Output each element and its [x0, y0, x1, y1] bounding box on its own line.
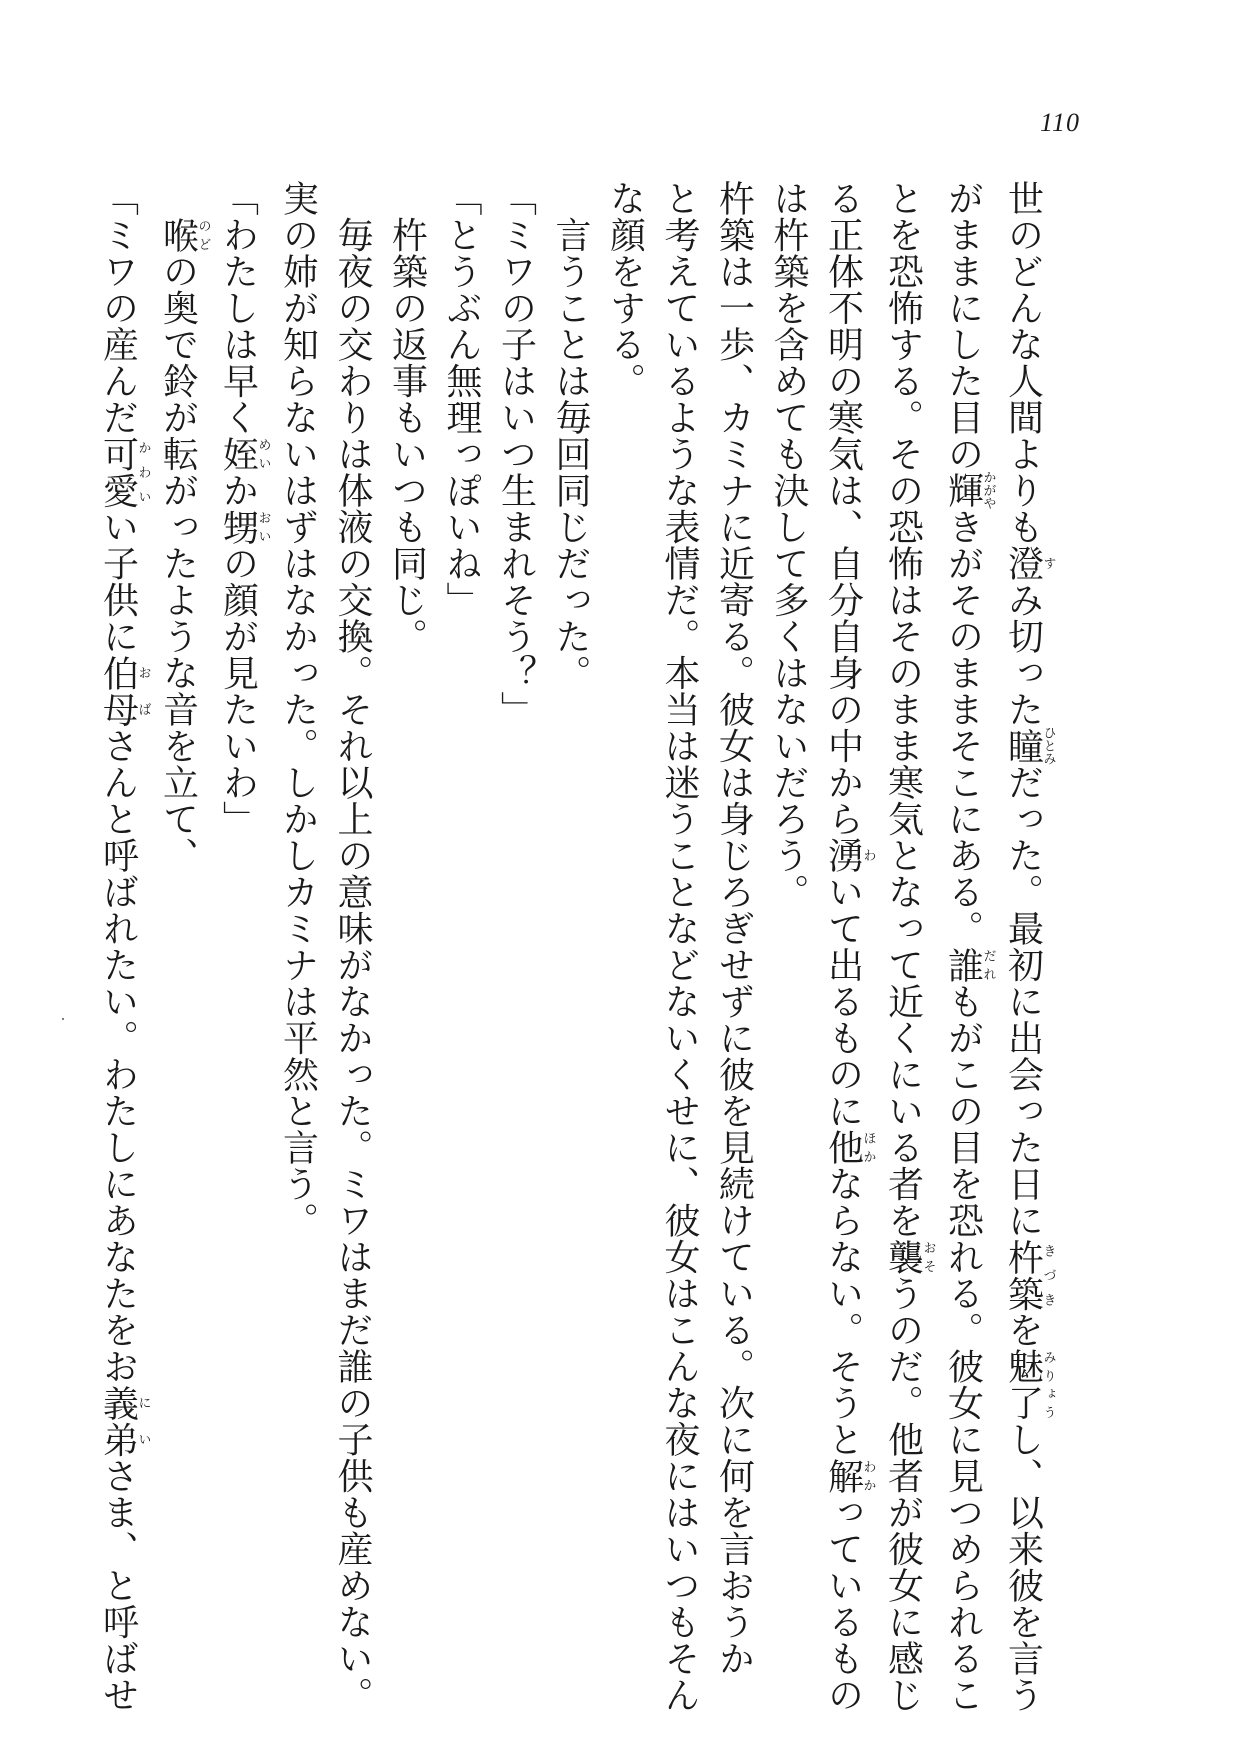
text-run: うのだ。他者が彼女に感じ	[882, 1275, 924, 1713]
ruby-word	[97, 654, 151, 728]
ruby-base: 魅了	[1002, 1348, 1044, 1421]
ruby-reading: ほか	[860, 1129, 876, 1166]
ruby-word	[97, 435, 151, 509]
text-run: がままにした目の	[942, 180, 984, 472]
text-run: 「ミワの産んだ	[97, 180, 139, 436]
text-line	[597, 180, 652, 1640]
ruby-reading: かわい	[135, 435, 151, 509]
ruby-reading: わ	[860, 837, 876, 874]
text-run: 杵築の返事もいつも同じ。	[386, 180, 428, 655]
text-run: っているもの	[822, 1494, 864, 1713]
text-line	[150, 180, 210, 1640]
text-run: ならない。そうと	[822, 1165, 864, 1458]
ruby-base: 他	[822, 1129, 864, 1166]
ruby-base: 姪	[217, 435, 259, 472]
ruby-word	[822, 1129, 876, 1166]
text-run: 毎夜の交わりは体液の交換。それ以上の意味がなかった。ミワはまだ誰の子供も産めない。	[332, 180, 373, 1713]
text-run: を	[1002, 1311, 1044, 1348]
ruby-base: 可愛	[97, 435, 139, 509]
ruby-reading: にい	[135, 1384, 151, 1458]
ruby-reading: かがや	[980, 470, 996, 510]
ruby-reading: ひとみ	[1040, 726, 1056, 766]
ruby-base: 襲	[882, 1238, 924, 1275]
ruby-reading: めい	[255, 435, 271, 472]
ruby-reading: す	[1040, 545, 1056, 582]
ruby-reading: おば	[135, 654, 151, 728]
page-number: 110	[1039, 108, 1081, 137]
ruby-reading: わか	[860, 1457, 876, 1494]
text-line	[543, 180, 598, 1640]
text-line	[379, 180, 434, 1640]
ruby-word	[1002, 726, 1056, 766]
ruby-base: 甥	[217, 508, 259, 545]
text-run: の奥で鈴が転がったような音を立て、	[157, 253, 199, 874]
text-line	[325, 180, 380, 1713]
text-run: し、以来彼を言う	[1002, 1421, 1044, 1713]
text-run: る正体不明の寒気は、自分自身の中から	[822, 180, 864, 837]
text-line	[815, 180, 876, 1713]
ruby-word	[1002, 1238, 1056, 1312]
ruby-base: 義弟	[97, 1384, 139, 1458]
text-run: 実の姉が知らないはずはなかった。しかしカミナは平然と言う。	[277, 180, 319, 1239]
ruby-base: 湧	[822, 837, 864, 874]
vertical-body-text	[90, 180, 1056, 1713]
text-run: は杵築を含めても決して多くはないだろう。	[768, 180, 809, 910]
text-line	[488, 180, 543, 1640]
ruby-word	[217, 435, 271, 473]
ruby-word	[157, 216, 211, 254]
ruby-word	[942, 946, 996, 984]
ruby-reading: のど	[195, 216, 211, 253]
text-run: と考えているような表情だ。本当は迷うことなどないくせに、彼女はこんな夜にはいつもそん	[659, 180, 700, 1713]
text-run: だった。最初に出会った日に	[1002, 764, 1044, 1239]
ruby-reading: みりょう	[1040, 1348, 1056, 1421]
text-run: 世のどんな人間よりも	[1002, 180, 1044, 545]
text-run: 「わたしは早く	[217, 180, 259, 436]
text-line	[875, 180, 936, 1713]
text-line	[995, 180, 1056, 1713]
ruby-word	[942, 470, 996, 510]
ruby-word	[822, 837, 876, 874]
ruby-word	[217, 508, 271, 546]
ruby-base: 杵築	[1002, 1238, 1044, 1312]
ruby-base: 瞳	[1002, 726, 1044, 766]
text-run: 「とうぶん無理っぽいね」	[441, 180, 482, 618]
ruby-word	[97, 1384, 151, 1458]
text-run: 杵築は一歩、カミナに近寄る。彼女は身じろぎせずに彼を見続けている。次に何を言おうか	[713, 180, 755, 1677]
ruby-word	[822, 1457, 876, 1495]
text-run: とを恐怖する。その恐怖はそのまま寒気となって近くにいる者を	[882, 180, 924, 1239]
text-line	[935, 180, 996, 1713]
text-line	[706, 180, 761, 1677]
ruby-base: 誰	[942, 946, 984, 983]
ruby-word	[1002, 1348, 1056, 1421]
ruby-word	[882, 1238, 936, 1276]
text-line	[270, 180, 325, 1640]
ruby-base: 澄	[1002, 545, 1044, 582]
ruby-base: 解	[822, 1457, 864, 1494]
text-line	[90, 180, 151, 1713]
text-run: きがそのままそこにある。	[942, 508, 984, 947]
text-run: さま、と呼ばせ	[97, 1457, 139, 1713]
ruby-reading: おい	[255, 508, 271, 545]
text-line	[761, 180, 816, 1640]
text-run: 言うことは毎回同じだった。	[550, 180, 591, 691]
text-run: さんと呼ばれたい。わたしにあなたをお	[97, 727, 139, 1385]
text-run: もがこの目を恐れる。彼女に見つめられるこ	[942, 983, 984, 1713]
text-run: い子供に	[97, 508, 139, 655]
ruby-base: 伯母	[97, 654, 139, 728]
ruby-base: 輝	[942, 470, 984, 510]
text-run: み切った	[1002, 581, 1044, 728]
text-run: な顔をする。	[604, 180, 646, 399]
ruby-reading: きづき	[1040, 1238, 1056, 1312]
ruby-reading: だれ	[980, 946, 996, 983]
text-run: いて出るものに	[822, 873, 864, 1129]
ruby-word	[1002, 545, 1056, 582]
text-run: か	[217, 472, 259, 509]
ruby-reading: おそ	[920, 1238, 936, 1275]
ruby-base: 喉	[157, 216, 199, 253]
text-run: 「ミワの子はいつ生まれそう？」	[495, 180, 537, 728]
text-run	[158, 180, 199, 217]
text-line	[434, 180, 489, 1640]
text-line	[652, 180, 707, 1713]
scan-speck	[62, 1018, 64, 1020]
text-line	[210, 180, 270, 1640]
text-run: の顔が見たいわ」	[217, 545, 259, 837]
